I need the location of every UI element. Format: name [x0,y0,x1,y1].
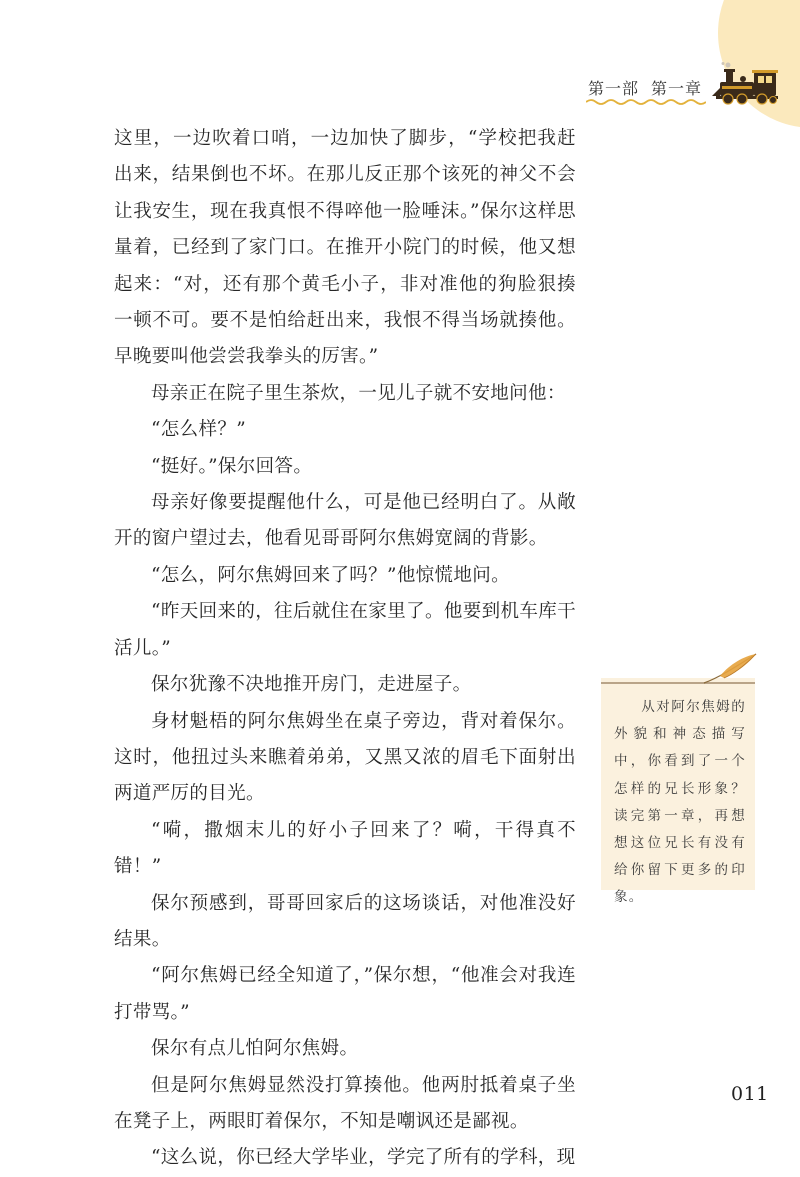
paragraph: “怎么，阿尔焦姆回来了吗？”他惊慌地问。 [151,564,510,586]
side-note-content: 从对阿尔焦姆的外貌和神态描写中，你看到了一个怎样的兄长形象？读完第一章，再想想这位兄长有没有给你留下更多的印象。 [614,699,746,906]
page-number: 011 [731,1083,769,1105]
paragraph: 这里，一边吹着口哨，一边加快了脚步，“学校把我赶出来，结果倒也不坏。在那儿反正那个该死的神父不会让我安生，现在我真恨不得啐他一脸唾沫。”保尔这样思量着，已经到了家门口。在推开小院门的时候，他又想起来：“对，还有那个黄毛小子，非对准他的狗脸狠揍一顿不可。要不是怕给赶出来，我恨不得当场就揍他。早晚要叫他尝尝我拳头的厉害。” [114,128,576,368]
paragraph: 母亲好像要提醒他什么，可是他已经明白了。从敞开的窗户望过去，他看见哥哥阿尔焦姆宽阔的背影。 [114,492,576,550]
paragraph: 但是阿尔焦姆显然没打算揍他。他两肘抵着桌子坐在凳子上，两眼盯着保尔，不知是嘲讽还是鄙视。 [114,1074,576,1132]
paragraph: “昨天回来的，往后就住在家里了。他要到机车库干活儿。” [114,601,576,659]
chapter-label: 第一章 [651,79,703,98]
paragraph: 保尔犹豫不决地推开房门，走进屋子。 [151,674,472,696]
paragraph: 母亲正在院子里生茶炊，一见儿子就不安地问他： [151,382,566,404]
paragraph: “阿尔焦姆已经全知道了，”保尔想，“他准会对我连打带骂。” [114,965,576,1023]
paragraph: “挺好。”保尔回答。 [151,455,313,477]
part-label: 第一部 [588,79,640,98]
wavy-underline [586,98,706,106]
feather-quill-icon [700,652,760,686]
paragraph: 保尔有点儿怕阿尔焦姆。 [151,1038,359,1060]
paragraph: “嗬，撒烟末儿的好小子回来了？嗬，干得真不错！” [114,819,576,878]
paragraph: 保尔预感到，哥哥回家后的这场谈话，对他准没好结果。 [114,892,576,950]
chapter-header [588,76,702,99]
paragraph: “怎么样？” [151,419,247,441]
train-icon [712,62,784,106]
side-note-text [614,694,746,912]
body-text [114,121,576,1177]
paragraph: “这么说，你已经大学毕业，学完了所有的学科，现 [151,1147,576,1169]
paragraph: 身材魁梧的阿尔焦姆坐在桌子旁边，背对着保尔。这时，他扭过头来瞧着弟弟，又黑又浓的眉毛下面射出两道严厉的目光。 [114,710,576,805]
